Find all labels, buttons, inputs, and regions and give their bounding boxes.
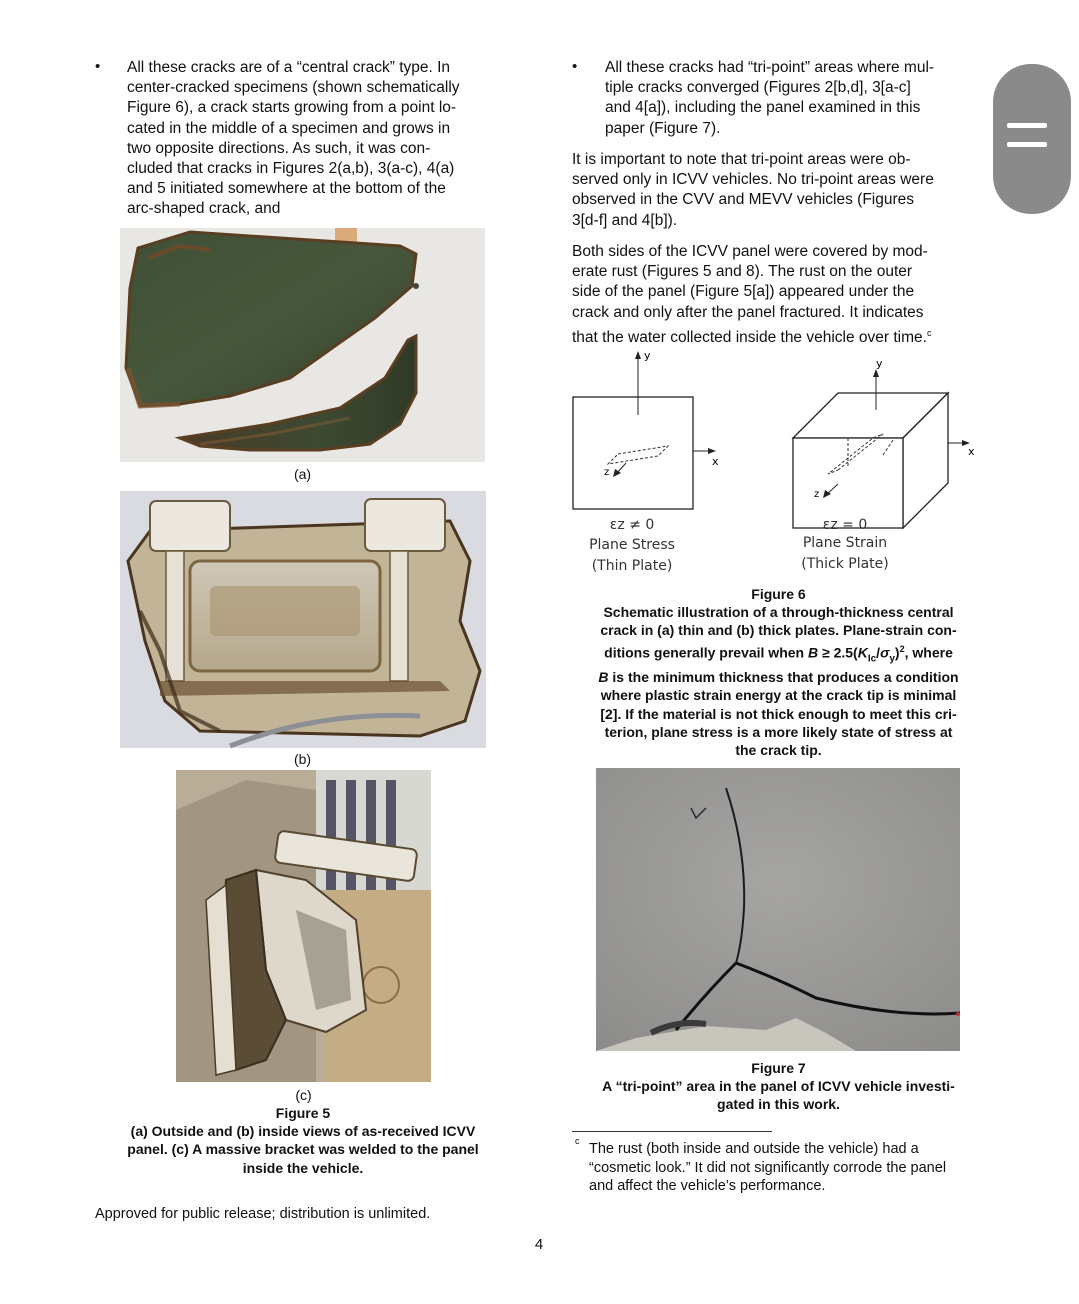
caption-line: crack in (a) thin and (b) thick plates. Plane-strain con-	[600, 622, 957, 639]
figure5-title: Figure 5	[275, 1105, 331, 1121]
caption-text: is the minimum thickness that produces a condition	[608, 669, 959, 686]
symbol-sigma-sub: y	[889, 653, 895, 665]
menu-line-top	[1007, 123, 1047, 128]
text-line: Figure 6), a crack starts growing from a point lo-	[127, 99, 457, 117]
text-line: All these cracks had “tri-point” areas where mul-	[605, 59, 935, 76]
paragraph-tri-point-icvv	[572, 150, 985, 231]
text-line: Both sides of the ICVV panel were covered by mod-	[572, 243, 928, 260]
bullet-paragraph-central-crack	[127, 58, 509, 220]
figure7-caption	[566, 1059, 991, 1114]
release-note: Approved for public release; distribution is unlimited.	[95, 1206, 431, 1222]
figure5c-label: (c)	[295, 1087, 312, 1103]
caption-text: ditions generally prevail when	[604, 644, 808, 661]
caption-text: )	[894, 644, 900, 661]
thin-x-label: x	[712, 455, 719, 468]
text-line: observed in the CVV and MEVV vehicles (Figures	[572, 191, 915, 209]
caption-line	[566, 668, 991, 686]
symbol-K-sub: Ic	[867, 653, 877, 665]
figure5b-label: (b)	[293, 751, 312, 767]
text-line: center-cracked specimens (shown schematically	[127, 79, 460, 97]
figure6-schematic	[560, 345, 990, 580]
footnote-line: The rust (both inside and outside the vehicle) had a	[589, 1141, 919, 1157]
menu-line-bottom	[1007, 142, 1047, 147]
caption-line: terion, plane stress is a more likely state of stress at	[604, 723, 953, 740]
exponent: 2	[899, 643, 905, 654]
caption-text: , where	[904, 644, 953, 661]
thin-z-label: z	[604, 467, 610, 478]
plane-strain-name: Plane Strain	[802, 535, 888, 551]
text-line: erate rust (Figures 5 and 8). The rust on the outer	[572, 263, 913, 281]
figure7-photo	[596, 768, 960, 1051]
text-line: tiple cracks converged (Figures 2[b,d], 3[a-c]	[605, 79, 911, 97]
bullet-marker: •	[95, 58, 101, 75]
text-line: It is important to note that tri-point areas were ob-	[572, 151, 911, 168]
caption-line: gated in this work.	[717, 1096, 840, 1113]
footnote-text	[589, 1140, 985, 1196]
footnote-line: and affect the vehicle’s performance.	[589, 1178, 826, 1195]
thick-y-label: y	[876, 357, 883, 370]
text-line: crack and only after the panel fractured. It indicates	[572, 303, 924, 321]
page-number: 4	[534, 1236, 544, 1253]
caption-line: panel. (c) A massive bracket was welded to the panel	[127, 1141, 479, 1158]
plane-stress-sub: (Thin Plate)	[591, 558, 673, 574]
caption-line-formula	[566, 640, 991, 669]
text-line: cated in the middle of a specimen and grows in	[127, 119, 451, 137]
side-menu-tab[interactable]	[993, 64, 1071, 214]
plane-strain-sub: (Thick Plate)	[801, 556, 889, 572]
figure5a-photo	[120, 228, 485, 462]
figure5b-photo	[120, 491, 486, 748]
caption-line: Schematic illustration of a through-thickness central	[603, 604, 954, 621]
plane-stress-name: Plane Stress	[589, 537, 675, 553]
footnote-line: “cosmetic look.” It did not significantly corrode the panel	[589, 1159, 947, 1176]
text-line: arc-shaped crack, and	[127, 200, 281, 218]
caption-text: ≥ 2.5(	[818, 644, 858, 661]
caption-text: /	[876, 644, 881, 661]
paragraph-rust	[572, 242, 985, 348]
text-line: two opposite directions. As such, it was con-	[127, 139, 431, 157]
bullet-marker: •	[572, 58, 578, 75]
thick-plate	[793, 357, 975, 528]
footnote-ref: c	[926, 327, 932, 338]
footnote-marker: c	[575, 1136, 580, 1146]
text-line: served only in ICVV vehicles. No tri-point areas were	[572, 171, 934, 189]
text-line: and 5 initiated somewhere at the bottom of the	[127, 180, 446, 198]
text-line: 3[d-f] and 4[b]).	[572, 211, 678, 229]
text-line: All these cracks are of a “central crack” type. In	[127, 59, 451, 76]
text-line-end: that the water collected inside the vehicle over time.	[572, 328, 927, 346]
thin-plate	[573, 349, 719, 509]
caption-line: where plastic strain energy at the crack tip is minimal	[600, 687, 957, 704]
caption-line: [2]. If the material is not thick enough to meet this cri-	[600, 705, 957, 722]
thick-x-label: x	[968, 445, 975, 458]
figure5c-photo	[176, 770, 431, 1082]
caption-line: (a) Outside and (b) inside views of as-received ICVV	[130, 1123, 476, 1140]
thin-y-label: y	[644, 349, 651, 362]
text-line: side of the panel (Figure 5[a]) appeared under the	[572, 283, 915, 301]
symbol-sigma: σ	[880, 644, 890, 661]
figure6-caption	[566, 585, 991, 759]
figure5a-label: (a)	[293, 466, 312, 482]
text-line: cluded that cracks in Figures 2(a,b), 3(a-c), 4(a)	[127, 160, 455, 178]
symbol-K: K	[857, 644, 868, 661]
thick-z-label: z	[814, 489, 820, 500]
figure5-caption	[90, 1104, 516, 1177]
symbol-B: B	[807, 644, 819, 661]
caption-line: the crack tip.	[735, 742, 822, 759]
figure7-title: Figure 7	[751, 1060, 806, 1076]
caption-line: A “tri-point” area in the panel of ICVV vehicle investi-	[602, 1078, 955, 1095]
bullet-paragraph-tri-point	[605, 58, 985, 139]
footnote-rule	[572, 1131, 772, 1132]
caption-line: inside the vehicle.	[242, 1159, 364, 1176]
plane-strain-eq: εz = 0	[822, 517, 868, 533]
text-line: and 4[a]), including the panel examined in this	[605, 99, 921, 117]
figure6-title: Figure 6	[751, 586, 806, 602]
text-line: paper (Figure 7).	[605, 119, 721, 137]
plane-stress-eq: εz ≠ 0	[609, 517, 655, 533]
symbol-B: B	[598, 669, 609, 686]
